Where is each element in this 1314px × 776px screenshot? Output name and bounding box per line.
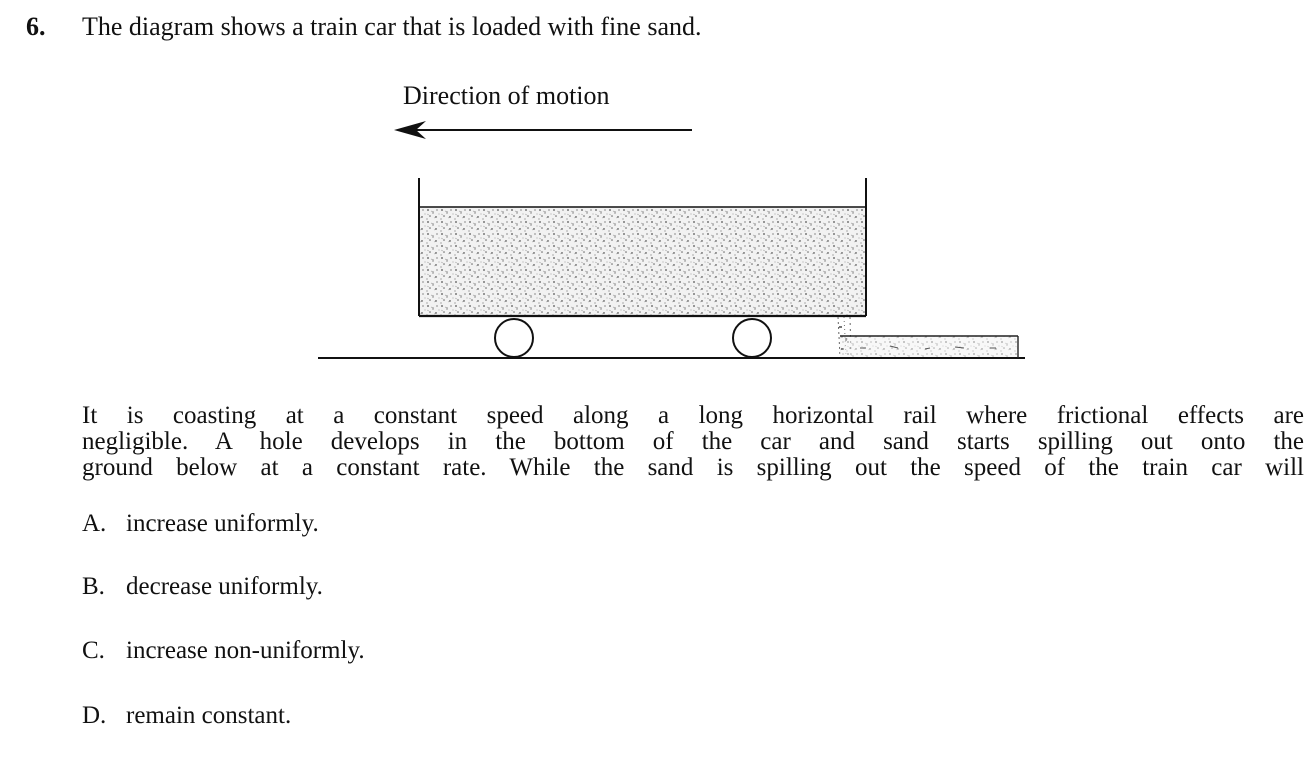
option-d-text: remain constant. <box>126 702 292 729</box>
paragraph-line-1: It is coasting at a constant speed along a long horizontal rail where frictional effects are <box>82 402 1304 429</box>
option-a-letter: A. <box>82 510 107 537</box>
question-stem: The diagram shows a train car that is loaded with fine sand. <box>82 12 702 41</box>
option-c-text: increase non-uniformly. <box>126 637 365 664</box>
option-b-letter: B. <box>82 573 105 600</box>
rear-wheel <box>733 319 771 357</box>
option-c-letter: C. <box>82 637 105 664</box>
train-car-diagram <box>300 76 1040 376</box>
sand-trail <box>840 336 1018 358</box>
option-d-letter: D. <box>82 702 107 729</box>
question-number: 6. <box>26 12 46 41</box>
option-a[interactable] <box>82 510 319 538</box>
option-c[interactable] <box>82 637 365 665</box>
option-d[interactable] <box>82 702 291 730</box>
option-b-text: decrease uniformly. <box>126 573 323 600</box>
option-a-text: increase uniformly. <box>126 510 319 537</box>
direction-of-motion-label: Direction of motion <box>403 81 610 110</box>
front-wheel <box>495 319 533 357</box>
option-b[interactable] <box>82 573 323 601</box>
question-paragraph <box>82 403 1304 481</box>
train-car-figure <box>300 76 1040 376</box>
paragraph-line-2: negligible. A hole develops in the bottom of the car and sand starts spilling out onto the <box>82 428 1304 455</box>
paragraph-line-3: ground below at a constant rate. While the sand is spilling out the speed of the train car will <box>82 454 1304 481</box>
sand-load <box>420 207 865 315</box>
